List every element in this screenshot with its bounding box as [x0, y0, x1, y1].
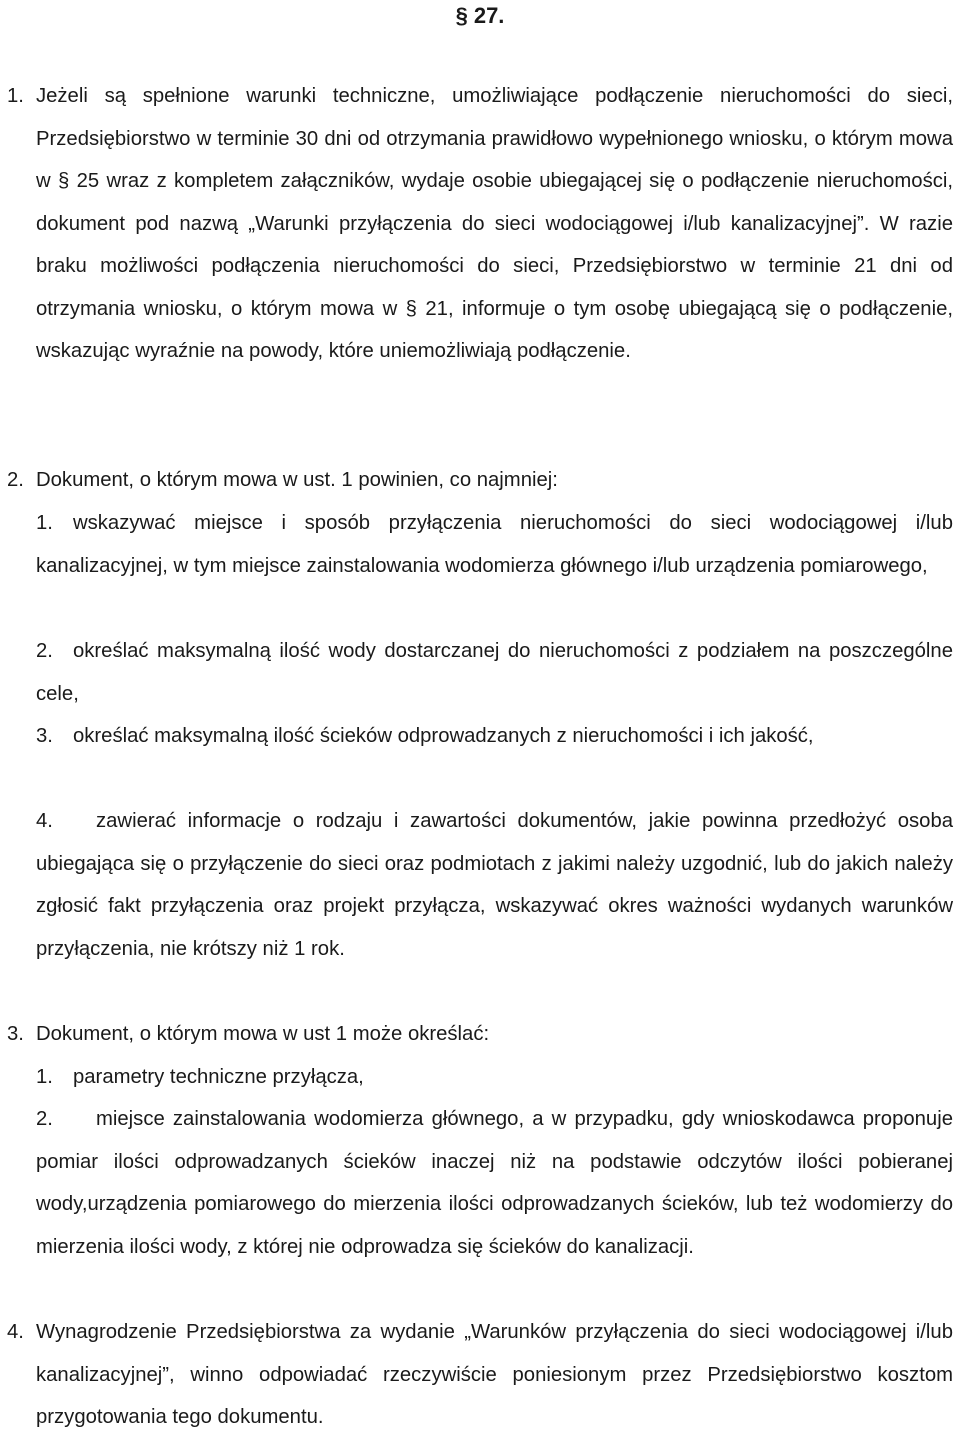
section-3-number: 3.: [7, 1023, 24, 1045]
section-2-item-2-number: 2.: [36, 640, 53, 662]
section-1-text: Jeżeli są spełnione warunki techniczne, umożliwiające podłączenie nieruchomości do sieci, Przedsiębiorstwo w terminie 30 dni od otrzymania prawidłowo wypełnionego wniosku, o którym mowa w § 25 wraz z kompletem załączników, wydaje osobie ubiegającej się o podłączenie nieruchomości, dokument pod nazwą „Warunki przyłączenia do sieci wodociągowej i/lub kanalizacyjnej”. W razie braku możliwości podłączenia nieruchomości do sieci, Przedsiębiorstwo w terminie 21 dni od otrzymania wniosku, o którym mowa w § 21, informuje o tym osobę ubiegającą się o podłączenie, wskazując wyraźnie na powody, które uniemożliwiają podłączenie.: [36, 85, 953, 362]
section-3-item-1-number: 1.: [36, 1066, 53, 1088]
section-3-item-2-number: 2.: [36, 1108, 53, 1130]
section-2-number: 2.: [7, 469, 24, 491]
section-4-text: Wynagrodzenie Przedsiębiorstwa za wydanie „Warunków przyłączenia do sieci wodociągowej i/lub kanalizacyjnej”, winno odpowiadać rzeczywiście poniesionym przez Przedsiębiorstwo kosztom przygotowania tego dokumentu.: [36, 1321, 953, 1428]
section-2-item-1-number: 1.: [36, 512, 53, 534]
section-3-item-1-text: parametry techniczne przyłącza,: [73, 1066, 364, 1088]
section-1-number: 1.: [7, 85, 24, 107]
section-2-item-3-text: określać maksymalną ilość ścieków odprowadzanych z nieruchomości i ich jakość,: [73, 725, 814, 747]
section-4-number: 4.: [7, 1321, 24, 1343]
section-2-item-1-text: wskazywać miejsce i sposób przyłączenia nieruchomości do sieci wodociągowej i/lub kanalizacyjnej, w tym miejsce zainstalowania wodomierza głównego i/lub urządzenia pomiarowego,: [36, 512, 953, 577]
section-2-item-2-text: określać maksymalną ilość wody dostarczanej do nieruchomości z podziałem na poszczególne cele,: [36, 640, 953, 705]
paragraph-number: 27.: [473, 3, 505, 28]
section-3-item-2-text: miejsce zainstalowania wodomierza głównego, a w przypadku, gdy wnioskodawca proponuje pomiar ilości odprowadzanych ścieków inaczej niż na podstawie odczytów ilości pobieranej wody,urządzenia pomiarowego do mierzenia ilości odprowadzanych ścieków, lub też wodomierzy do mierzenia ilości wody, z której nie odprowadza się ścieków do kanalizacji.: [36, 1108, 953, 1258]
section-2-item-4-number: 4.: [36, 810, 53, 832]
section-2-text: Dokument, o którym mowa w ust. 1 powinien, co najmniej:: [36, 469, 558, 491]
paragraph-sign: §: [455, 3, 468, 28]
section-2-item-3-number: 3.: [36, 725, 53, 747]
section-3-text: Dokument, o którym mowa w ust 1 może określać:: [36, 1023, 490, 1045]
paragraph-heading: [0, 2, 960, 30]
section-2-item-4-text: zawierać informacje o rodzaju i zawartości dokumentów, jakie powinna przedłożyć osoba ubiegająca się o przyłączenie do sieci oraz podmiotach z jakimi należy uzgodnić, lub do jakich należy zgłosić fakt przyłączenia oraz projekt przyłącza, wskazywać okres ważności wydanych warunków przyłączenia, nie krótszy niż 1 rok.: [36, 810, 953, 960]
